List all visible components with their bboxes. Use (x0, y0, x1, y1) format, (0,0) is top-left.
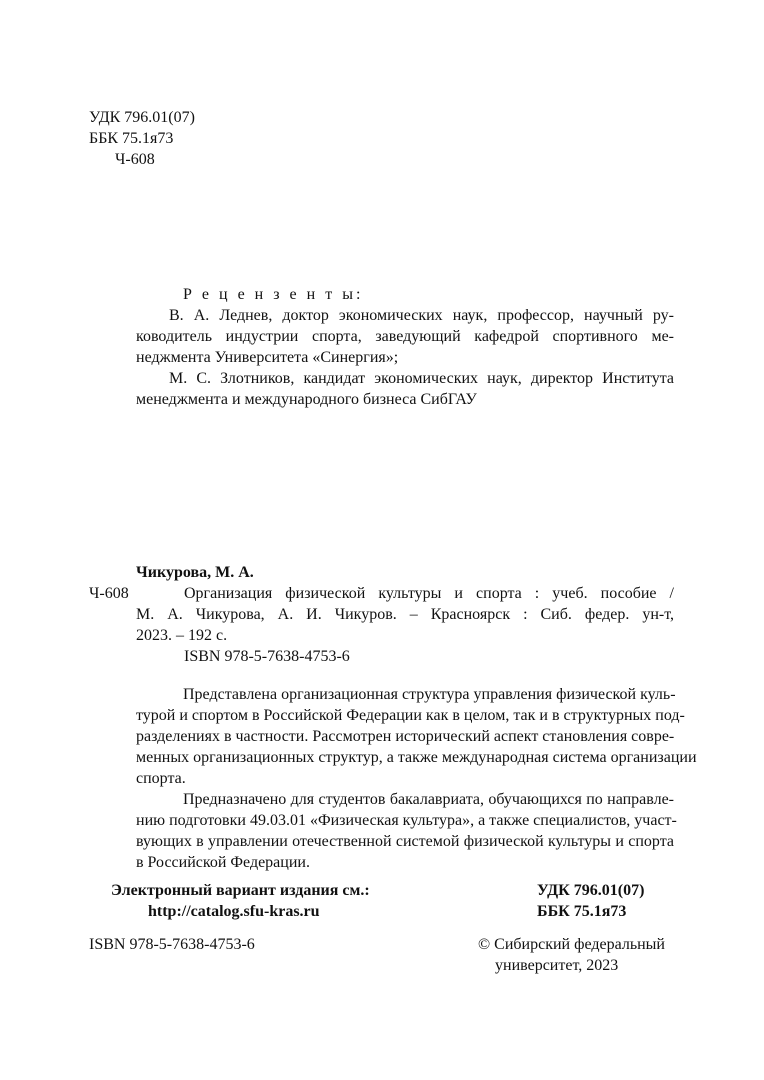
reviewer-2-line-1: М. С. Злотников, кандидат экономических наук, директор Института (169, 370, 674, 387)
footer-codes (537, 880, 644, 922)
classification-codes (89, 107, 195, 170)
reviewer-2-line-2: менеджмента и международного бизнеса СибГАУ (136, 391, 477, 408)
abstract-p2-line-1: Предназначено для студентов бакалавриата, обучающихся по направле- (183, 791, 674, 808)
abstract-p1-line-4: менных организационных структур, а также международная система организации (136, 749, 697, 766)
udk-code: УДК 796.01(07) (89, 109, 195, 126)
footer-udk: УДК 796.01(07) (537, 882, 645, 899)
record-line-2: М. А. Чикурова, А. И. Чикуров. – Красноярск : Сиб. федер. ун-т, (136, 606, 674, 623)
abstract-p1-line-3: разделениях в частности. Рассмотрен исторический аспект становления совре- (136, 728, 675, 745)
reviewer-1-line-2: ководитель индустрии спорта, заведующий кафедрой спортивного ме- (136, 328, 674, 345)
record-isbn: ISBN 978-5-7638-4753-6 (184, 648, 350, 665)
reviewer-1-line-1: В. А. Леднев, доктор экономических наук, профессор, научный ру- (169, 307, 674, 324)
record-line-2-wrap (89, 604, 674, 625)
record-line-3: 2023. – 192 с. (136, 627, 228, 644)
reviewers-header: Р е ц е н з е н т ы: (183, 286, 364, 303)
bibliographic-record (89, 562, 674, 667)
abstract-p2-line-3: вующих в управлении отечественной системой физической культуры и спорта (136, 833, 674, 850)
record-title-row (89, 583, 674, 604)
footer-bbk: ББК 75.1я73 (537, 903, 627, 920)
copyright (478, 934, 665, 976)
abstract-p2-line-4: в Российской Федерации. (136, 854, 310, 871)
bottom-isbn-text: ISBN 978-5-7638-4753-6 (89, 936, 255, 953)
catalog-url[interactable]: http://catalog.sfu-kras.ru (148, 903, 320, 920)
abstract-p1-line-1: Представлена организационная структура управления физической куль- (183, 686, 676, 703)
bottom-isbn (89, 934, 255, 955)
abstract-p1-line-5: спорта. (136, 770, 186, 787)
reviewers-section (136, 284, 674, 410)
copyright-line-2: университет, 2023 (495, 957, 619, 974)
record-author: Чикурова, М. А. (136, 564, 254, 581)
electronic-version-label: Электронный вариант издания см.: (111, 882, 370, 899)
bbk-code: ББК 75.1я73 (89, 130, 174, 147)
author-mark: Ч-608 (115, 151, 155, 168)
electronic-version (111, 880, 370, 922)
reviewer-1-line-3: неджмента Университета «Синергия»; (136, 349, 399, 366)
record-code: Ч-608 (89, 585, 129, 602)
abstract-p2-line-2: нию подготовки 49.03.01 «Физическая культура», а также специалистов, участ- (136, 812, 677, 829)
abstract-p1-line-2: турой и спортом в Российской Федерации как в целом, так и в структурных под- (136, 707, 685, 724)
abstract (136, 684, 697, 873)
copyright-line-1: © Сибирский федеральный (478, 936, 665, 953)
record-title: Организация физической культуры и спорта : учеб. пособие / (184, 585, 674, 602)
